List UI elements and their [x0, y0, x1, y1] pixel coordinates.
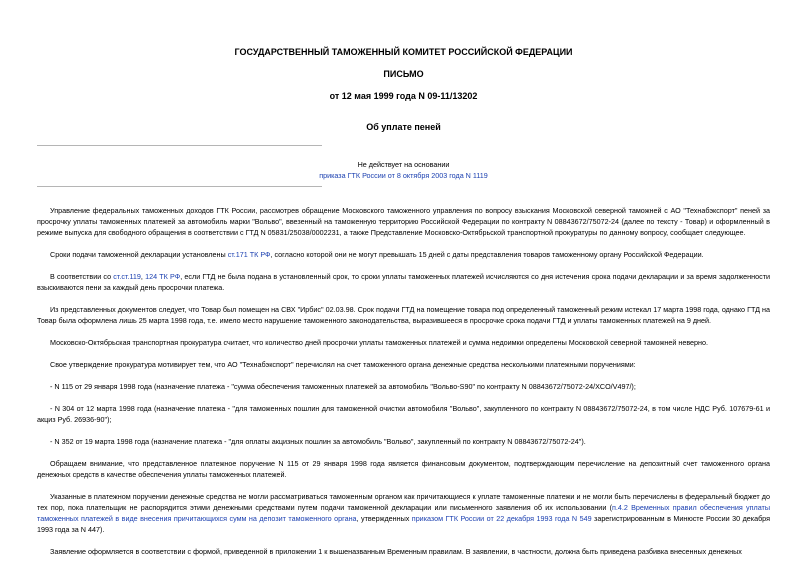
- paragraph-2-text-b: , согласно которой они не могут превышать 15 дней с даты представления товаров таможенному органу Российской Федерации.: [270, 250, 704, 259]
- paragraph-5: Московско-Октябрьская транспортная прокуратура считает, что количество дней просрочки уплаты таможенных платежей и сумма недоимки определены Московской северной таможней неверно.: [50, 338, 709, 347]
- document-subject: Об уплате пеней: [366, 122, 441, 132]
- paragraph-11-text-a: Указанные в платежном поручении денежные средства не могли рассматриваться таможенным органом как причитающиеся к уплате таможенные платежи и не могли быть перечислены в федеральный бюджет до тех пор, пока плательщик не распорядится этими денежными средствами путем подачи таможенной декларации или письменного заявления об их использовании (: [37, 492, 770, 512]
- paragraph-2-text-a: Сроки подачи таможенной декларации установлены: [50, 250, 228, 259]
- paragraph-11: [37, 491, 770, 535]
- paragraph-4: Из представленных документов следует, что Товар был помещен на СВХ "Ирбис" 02.03.98. Срок подачи ГТД на помещение товара под определенный таможенный режим истекал 17 марта 1998 года, однако ГТД на Товар была оформлена лишь 25 марта 1998 года, т.е. имело место нарушение таможенного законодательства, выразившееся в просрочке срока подачи ГТД и уплаты таможенных платежей на 9 дней.: [37, 305, 770, 325]
- link-rules-4-2[interactable]: п.4.2 Временных правил обеспечения уплаты таможенных платежей в виде внесения причитающихся сумм на депозит таможенного органа: [37, 503, 770, 523]
- paragraph-12: Заявление оформляется в соответствии с формой, приведенной в приложении 1 к вышеназванным Временным правилам. В заявлении, в частности, должна быть приведена разбивка внесенных денежных: [50, 547, 742, 556]
- paragraph-3: [37, 271, 770, 293]
- payment-item-3: - N 352 от 19 марта 1998 года (назначение платежа - "для оплаты акцизных пошлин за автомобиль "Вольво", закупленный по контракту N 08843672/75072-24").: [50, 437, 586, 446]
- paragraph-11-text-b: , утвержденных: [356, 514, 412, 523]
- link-art-124[interactable]: 124 ТК РФ: [145, 272, 181, 281]
- paragraph-10: Обращаем внимание, что представленное платежное поручение N 115 от 29 января 1998 года является финансовым документом, подтверждающим перечисление на депозитный счет таможенного органа денежных средств в качестве обеспечения уплаты таможенных платежей.: [37, 459, 770, 479]
- paragraph-3-text-b: , если ГТД не была подана в установленный срок, то сроки уплаты таможенных платежей исчисляются со дня истечения срока подачи декларации и за время задолженности взыскиваются пени за каждый день просрочки платежа.: [37, 272, 771, 292]
- divider-bottom: [37, 186, 322, 187]
- paragraph-6: Свое утверждение прокуратура мотивирует тем, что АО "Технабэкспорт" перечислял на счет таможенного органа денежные средства несколькими платежными поручениями:: [50, 360, 636, 369]
- link-order-549[interactable]: приказом ГТК России от 22 декабря 1993 года N 549: [411, 514, 592, 523]
- payment-item-2: - N 304 от 12 марта 1998 года (назначение платежа - "для таможенных пошлин для таможенной очистки автомобиля "Вольво", закупленного по контракту N 08843672/75072-24, в том числе НДС Руб. 107679-61 и акциз Руб. 26936-90");: [37, 404, 770, 424]
- status-note: [0, 159, 807, 181]
- link-art-119[interactable]: ст.ст.119: [113, 272, 141, 281]
- paragraph-11-text-c: зарегистрированным в Минюсте России 30 декабря 1993 года за N 447).: [37, 514, 770, 534]
- payment-item-1: - N 115 от 29 января 1998 года (назначение платежа - "сумма обеспечения таможенных платежей за автомобиль "Вольво-S90" по контракту N 08843672/75072-24/XCO/V497/);: [50, 382, 636, 391]
- document-body: [37, 205, 770, 568]
- divider-top: [37, 145, 322, 146]
- status-link[interactable]: приказа ГТК России от 8 октября 2003 года N 1119: [319, 171, 488, 180]
- link-art-171[interactable]: ст.171 ТК РФ: [227, 250, 271, 259]
- page-title: ГОСУДАРСТВЕННЫЙ ТАМОЖЕННЫЙ КОМИТЕТ РОССИЙСКОЙ ФЕДЕРАЦИИ: [234, 47, 573, 57]
- paragraph-3-text-a: В соответствии со: [50, 272, 114, 281]
- document-date-number: от 12 мая 1999 года N 09-11/13202: [329, 91, 478, 101]
- document-type: ПИСЬМО: [383, 69, 424, 79]
- paragraph-3-sep: ,: [140, 272, 146, 281]
- paragraph-1: Управление федеральных таможенных доходов ГТК России, рассмотрев обращение Московского таможенного управления по вопросу взыскания Московской северной таможней с АО "Технабэкспорт" пеней за просрочку уплаты таможенных платежей за автомобиль марки "Вольво", ввезенный на таможенную территорию Российской Федерации по контракту N 08843672/75072-24 (далее по тексту - Товар) и оформленный в режиме выпуска для свободного обращения в соответствии с ГТД N 05831/25038/0002231, а также Представление Московско-Октябрьской транспортной прокуратуры по данному вопросу, сообщает следующее.: [37, 206, 770, 237]
- paragraph-2: [37, 249, 770, 260]
- status-text: Не действует на основании: [357, 160, 450, 169]
